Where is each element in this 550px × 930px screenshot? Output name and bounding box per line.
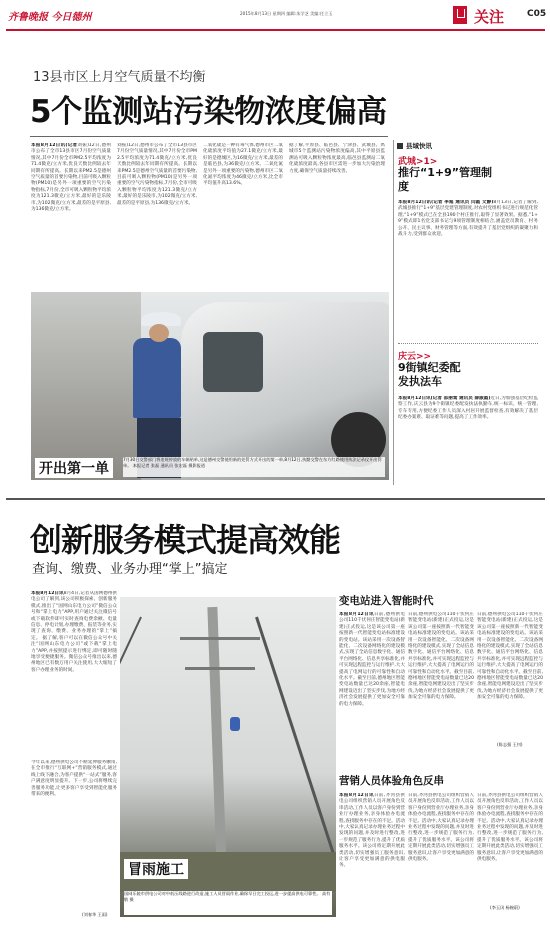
sidebar-item1-text: 8月13日,记者了解到,武城县推行“1+9”基层党建管理制度,对农村党组织书记进行规范化管理,“1+9”模式已在全县190个村庄推行,取得了显著效果。据悉,“1+9”模式即1名党支部书记与9项管理制度相结合,涵盖党员教育、村务公开、民主议事、财务管理等方面,有效提升了基层党组织的凝聚力和战斗力,受到群众欢迎。: [398, 200, 538, 238]
section-divider: [6, 498, 545, 500]
page-number: C05: [527, 9, 547, 19]
headline-rule: [30, 136, 388, 137]
story-paragraph-1: 刘振)12日,德州市公布了全市13县市区7月份空气质量情况,其中7月份全市PM2.5平均浓度为71.4微克/立方米,优良天数比例较去年同期有所提高。长期以来PM2.5是德州空气质量的首要污染物,目前可吸入颗粒物(PM10)是另外一项重要的空气污染物指标,7月份,全市可吸入颗粒物平均浓度为121.3微克/立方米,最好的是乐陵市,为102微克/立方米,最差的是平原县,为136微克/立方米。: [31, 143, 111, 213]
sidebar-divider: [393, 140, 394, 485]
feature-column-2: [31, 760, 117, 910]
sales-byline: 本报8月12日讯: [339, 793, 374, 798]
story-headline: 5个监测站污染物浓度偏高: [30, 94, 387, 130]
sales-body: 日前,齐河县供电公司组织营销人员开展角色反串活动,工作人员以客户身份到营业厅办理业务,亲身体验办电流程,查找服务中存在的不足。活动中,大家认真记录办理业务过程中发现的问题,并及时进行整改,进一步规范了服务行为,提升了优质服务水平。该公司将定期开展此类活动,切实增强员工服务意识,让客户享受更加满意的供电服务。: [339, 793, 405, 869]
smart-body-b: 日前,德州供电公司110千伏何庄智能变电站(新建)正式投运,这是该公司第一座按照新一代智能变电站标准建设的变电站。该站采用一次设备智能化、二次设备网络化的建设模式,实现了全站信息数字化、通信平台网络化、信息共享标准化,并可实现远程监控与运行维护,大大提高了电网运行的可靠性和自动化水平。截至目前,德州地区智能变电站数量已达20余座,智能电网建设迈出了坚实步伐,为地方经济社会发展提供了更加安全可靠的电力保障。: [408, 612, 474, 701]
smart-byline: 本报8月12日讯: [339, 612, 374, 617]
story-paragraph-2: 二氧化硫是一种有毒气体,德州市区二氧化硫浓度平均值为27.1微克/立方米,最好的是德城区,为16微克/立方米,最差的是临邑县,为36微克/立方米。二氧化氮是另外一项重要的污染物,德州市区二氧化氮平均浓度为46微克/立方米,比全市平均值升高13.6%。: [203, 143, 283, 187]
story-column-3: [203, 143, 283, 290]
sidebar-header-icon: [397, 143, 403, 149]
sales-column-2: [408, 793, 474, 915]
story-column-2: [117, 143, 197, 290]
smart-body: 日前,德州供电公司110千伏何庄智能变电站(新建)正式投运,这是该公司第一座按照新一代智能变电站标准建设的变电站。该站采用一次设备智能化、二次设备网络化的建设模式,实现了全站信息数字化、通信平台网络化、信息共享标准化,并可实现远程监控与运行维护,大大提高了电网运行的可靠性和自动化水平。截至目前,德州地区智能变电站数量已达20余座,智能电网建设迈出了坚实步伐,为地方经济社会发展提供了更加安全可靠的电力保障。: [339, 612, 405, 707]
sidebar-header: 县域快讯: [406, 142, 432, 150]
story-column-4: [289, 143, 385, 253]
sidebar-item1-county: 武城>1>: [398, 157, 438, 167]
sales-column-1: [339, 793, 405, 915]
smart-column-3: [477, 612, 543, 740]
newspaper-logo: 齐鲁晚报 今日德州: [8, 12, 92, 23]
sidebar-item2-text: 近日,为加强基层纪检监察工作,庆云县为9个街镇纪委配发执法执勤车,统一标识、统一管理,专车专用,方便纪委工作人员深入村居开展监督检查,有效解决了基层纪委办案难、取证难等问题,提高了工作效率。: [398, 396, 538, 421]
feature-byline: 本报8月12日讯: [31, 591, 64, 596]
sales-body-b: 日前,齐河县供电公司组织营销人员开展角色反串活动,工作人员以客户身份到营业厅办理业务,亲身体验办电流程,查找服务中存在的不足。活动中,大家认真记录办理业务过程中发现的问题,并及时进行整改,进一步规范了服务行为,提升了优质服务水平。该公司将定期开展此类活动,切实增强员工服务意识,让客户享受更加满意的供电服务。: [408, 793, 474, 863]
masthead: [0, 0, 550, 30]
story-byline: 本报8月12日讯(记者: [31, 143, 78, 148]
masthead-rule: [6, 29, 545, 31]
photo2-title: 冒雨施工: [124, 859, 188, 879]
feature-subhead: 查询、缴费、业务办理“掌上”搞定: [32, 562, 228, 577]
sidebar-item-rule: [398, 343, 538, 344]
smart-column-2: [408, 612, 474, 754]
photo2-caption: 国网乐陵市供电公司对中低压线路进行改造,施工人员冒雨作业,确保早日完工投运,进一步提高供电可靠性。 高有敬 摄: [124, 891, 332, 915]
section-title: 关注: [474, 8, 505, 26]
story-paragraph-1b: 刘振)12日,德州市公布了全市13县市区7月份空气质量情况,其中7月份全市PM2.5平均浓度为71.4微克/立方米,优良天数比例较去年同期有所提高。长期以来PM2.5是德州空气质量的首要污染物,目前可吸入颗粒物(PM10)是另外一项重要的空气污染物指标,7月份,全市可吸入颗粒物平均浓度为121.3微克/立方米,最好的是乐陵市,为102微克/立方米,最差的是平原县,为136微克/立方米。: [117, 143, 197, 206]
smart-headline: 变电站进入智能时代: [339, 595, 434, 607]
sales-signoff: (李玉冈 杨婉蔚): [490, 905, 520, 910]
smart-body-c: 日前,德州供电公司110千伏何庄智能变电站(新建)正式投运,这是该公司第一座按照新一代智能变电站标准建设的变电站。该站采用一次设备智能化、二次设备网络化的建设模式,实现了全站信息数字化、通信平台网络化、信息共享标准化,并可实现远程监控与运行维护,大大提高了电网运行的可靠性和自动化水平。截至目前,德州地区智能变电站数量已达20余座,智能电网建设迈出了坚实步伐,为地方经济社会发展提供了更加安全可靠的电力保障。: [477, 612, 543, 701]
story-column-1: [31, 143, 111, 290]
smart-column-1: [339, 612, 405, 754]
sidebar-item2-title: 9街镇纪委配发执法车: [398, 361, 461, 388]
feature-signoff: (刘春华 王雨): [82, 912, 108, 917]
sidebar-item2-county: 庆云>>: [398, 352, 432, 362]
sidebar-item2-body: [398, 396, 538, 482]
sidebar-item2-byline: 本报8月12日讯(记者 邵丽鸾 通讯员 薛淑霞): [398, 396, 491, 401]
story-paragraph-3: 据了解,平原县、临邑县、宁津县、武城县、禹城市5个监测站污染物浓度偏高,其中平原县监测站可吸入颗粒物浓度最高,临邑县监测站二氧化硫浓度最高,各县市区需进一步加大污染治理力度,确保空气质量持续改善。: [289, 143, 385, 174]
sales-headline: 营销人员体验角色反串: [339, 775, 444, 787]
feature-headline: 创新服务模式提高效能: [30, 521, 341, 559]
photo-caption: 7月30日交警部门将违规停放的车辆贴单,这是德州交警使用新的处罚方式开出的第一单,8月12日,执勤交警在东方红路使用执法记录仪开出罚单。 本报记者 张磊 通讯员 张宏磊 摄影报道: [123, 457, 385, 477]
sidebar-item1-byline: 本报8月12日讯(记者 李超 通讯员 闫霞 文静): [398, 200, 494, 205]
issue-meta: 2015年8月13日 星期四 编辑:朱学芝 美编:任立玉: [240, 11, 333, 16]
feature-paragraph-3: 今年以来,德州供电公司不断延伸服务触角,在全市推行“互联网+”营销服务模式,通过线上线下融合,为客户提供“一站式”服务,客户满意度明显提升。下一步,公司将继续完善服务功能,让更多客户享受到智能化服务带来的便利。: [31, 760, 117, 798]
sales-column-3: [477, 793, 543, 903]
power-line-construction-photo: [120, 597, 336, 917]
story-kicker: 13县市区上月空气质量不均衡: [33, 70, 206, 85]
traffic-police-photo: [31, 292, 389, 480]
feature-paragraph-1: 8月4日,记者从国网德州供电公司了解到,该公司积极探索、创新服务模式,推出了“国网山东电力公司”微信公众号和“掌上电力”APP,用户通过关注微信号或下载软件即可实时查询电费余额、电量信息、停电计划,办理缴费、报装等业务,实现了查询、缴费、业务办理的“掌上”搞定。: [31, 591, 117, 641]
photo-title: 开出第一单: [35, 458, 113, 478]
feature-paragraph-2: 据了解,客户可以在微信公众号中关注“国网山东电力公司”或下载“掌上电力”APP,并按照提示进行绑定,即可随时随地享受便捷服务。微信公众号推出以来,德州地区已有数万用户关注使用,大大缩短了客户办理业务的时间。: [31, 635, 117, 673]
section-bookmark-icon: [453, 6, 467, 24]
smart-signoff: (陈志强 王钊): [497, 742, 523, 747]
sales-body-c: 日前,齐河县供电公司组织营销人员开展角色反串活动,工作人员以客户身份到营业厅办理业务,亲身体验办电流程,查找服务中存在的不足。活动中,大家认真记录办理业务过程中发现的问题,并及时进行整改,进一步规范了服务行为,提升了优质服务水平。该公司将定期开展此类活动,切实增强员工服务意识,让客户享受更加满意的供电服务。: [477, 793, 543, 863]
sidebar-item1-body: [398, 200, 538, 340]
sidebar-item1-title: 推行“1+9”管理制度: [398, 166, 492, 193]
